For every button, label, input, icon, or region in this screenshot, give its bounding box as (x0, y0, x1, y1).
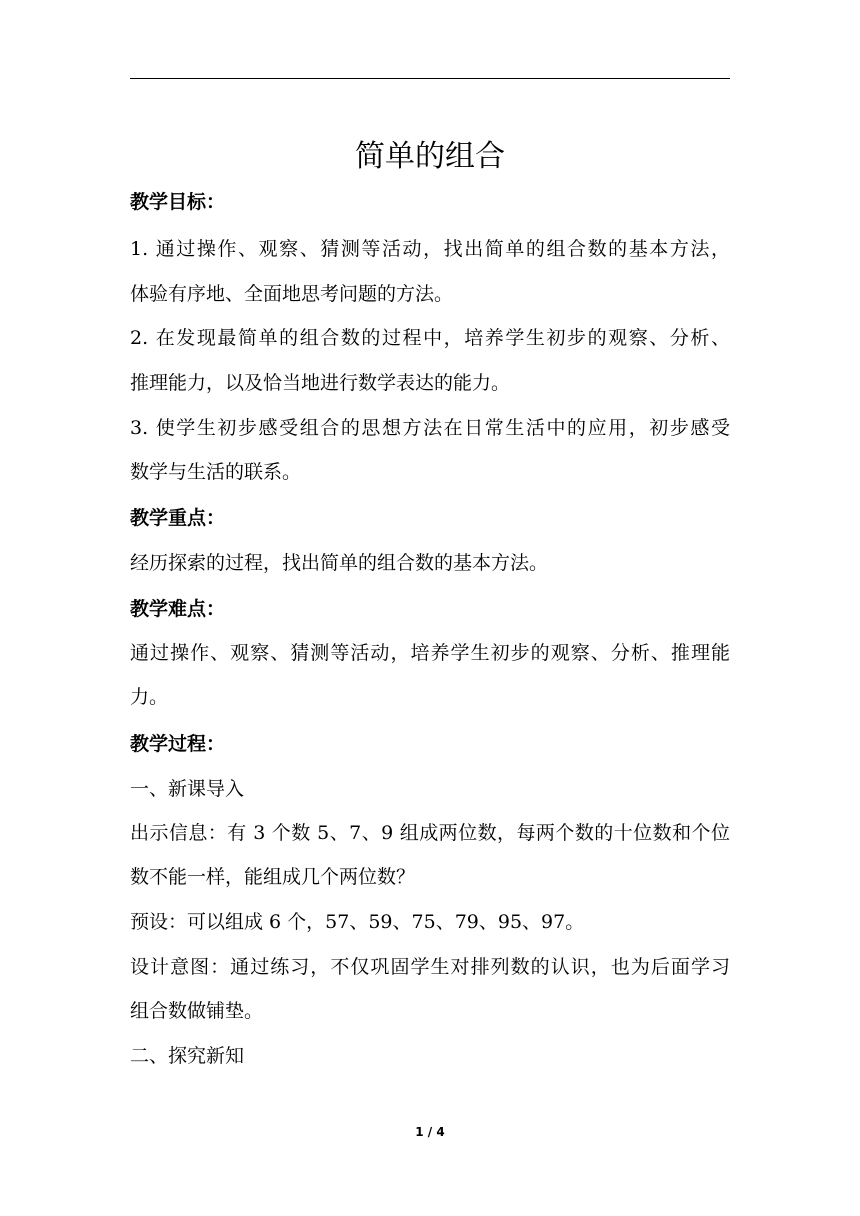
key-points-text: 经历探索的过程，找出简单的组合数的基本方法。 (130, 552, 549, 574)
objective-2-line-2: 推理能力，以及恰当地进行数学表达的能力。 (130, 372, 511, 394)
page-number: 1 / 4 (415, 1125, 445, 1139)
info-line-2: 数不能一样，能组成几个两位数？ (130, 866, 416, 888)
objective-1-line-1: 1. 通过操作、观察、猜测等活动，找出简单的组合数的基本方法， (130, 238, 730, 260)
objective-3-line-2: 数学与生活的联系。 (130, 461, 302, 483)
part1-title: 一、新课导入 (130, 778, 245, 800)
info-line-1: 出示信息：有 3 个数 5、7、9 组成两位数，每两个数的十位数和个位 (130, 822, 730, 844)
design-line-1: 设计意图：通过练习，不仅巩固学生对排列数的认识，也为后面学习 (130, 956, 730, 978)
process-heading: 教学过程： (130, 733, 226, 755)
header-rule (130, 78, 730, 79)
objective-3-line-1: 3. 使学生初步感受组合的思想方法在日常生活中的应用，初步感受 (130, 417, 730, 439)
preset-text: 预设：可以组成 6 个，57、59、75、79、95、97。 (130, 911, 585, 933)
objective-2-line-1: 2. 在发现最简单的组合数的过程中，培养学生初步的观察、分析、 (130, 327, 730, 349)
part2-title: 二、探究新知 (130, 1045, 245, 1067)
key-points-heading: 教学重点： (130, 507, 226, 529)
difficulties-heading: 教学难点： (130, 598, 226, 620)
objective-1-line-2: 体验有序地、全面地思考问题的方法。 (130, 283, 454, 305)
document-title: 简单的组合 (355, 139, 505, 174)
difficulties-line-1: 通过操作、观察、猜测等活动，培养学生初步的观察、分析、推理能 (130, 642, 730, 664)
difficulties-line-2: 力。 (130, 686, 169, 708)
objectives-heading: 教学目标： (130, 191, 226, 213)
design-line-2: 组合数做铺垫。 (130, 1000, 264, 1022)
